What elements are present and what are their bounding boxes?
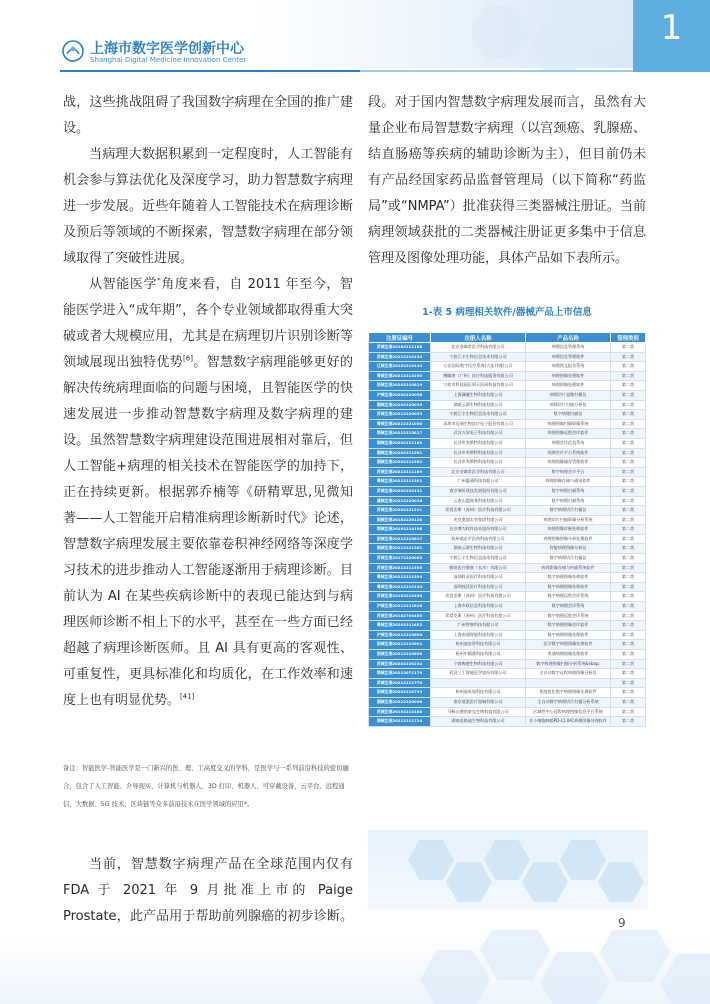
table-cell: 苏械注准20182210450	[369, 592, 431, 602]
table-cell: 全自动数字远程病理图像分析仪	[526, 669, 611, 679]
column-header: 产品名称	[526, 333, 611, 343]
table-cell: 病理图像扫描影像系统	[526, 419, 611, 429]
table-cell: 第二类	[611, 410, 646, 420]
table-cell: 病理图像处理软件	[526, 381, 611, 391]
table-cell: 粤械注准20222221050	[369, 419, 431, 429]
table-cell: 苏械注准20202220234	[369, 659, 431, 669]
table-cell: 上海澜澈生物科技有限公司	[431, 390, 526, 400]
table-cell: 心医国际数字医疗系统(大连)有限公司	[431, 362, 526, 372]
table-cell: 病理影像存储与传输系统软件	[526, 563, 611, 573]
table-cell: 第二类	[611, 438, 646, 448]
table-cell: 数字病理图像处理软件	[526, 630, 611, 640]
table-cell: 粤械注准20212211594	[369, 573, 431, 583]
table-cell: 病理图像处理软件	[526, 371, 611, 381]
column-header: 注册证编号	[369, 333, 431, 343]
table-row	[369, 697, 646, 707]
header-rule-dark	[60, 70, 360, 72]
table-cell: 湖南云源生物科技有限公司	[431, 400, 526, 410]
table-row	[369, 486, 646, 496]
table-cell: 宁波市科技园区明天医网科技有限公司	[431, 381, 526, 391]
table-cell: 浙械注准20212210658	[369, 650, 431, 660]
table-cell: 第二类	[611, 496, 646, 506]
table-cell: 第二类	[611, 650, 646, 660]
table-row	[369, 410, 646, 420]
table-cell: 第二类	[611, 486, 646, 496]
table-cell: 杭州中圆鼎科技有限公司	[431, 650, 526, 660]
table-cell: 北京金域希医学科技有限公司	[431, 343, 526, 353]
table-cell: 病理切片扫描分析仪	[526, 400, 611, 410]
table-cell: 第二类	[611, 448, 646, 458]
table-cell: 苏械注准20212210134	[369, 352, 431, 362]
table-cell: 第二类	[611, 688, 646, 698]
table-cell: 智能病理图像分析仪	[526, 544, 611, 554]
table-row	[369, 458, 646, 468]
table-cell: 病理会诊平台系统软件	[526, 448, 611, 458]
table-cell: 沪械注准20212211828	[369, 602, 431, 612]
table-cell: 希爱克斯（苏州）医疗科技有限公司	[431, 611, 526, 621]
table-body	[369, 343, 646, 727]
table-cell: 区域性中心远程病理图像信息平台系统	[526, 707, 611, 717]
table-cell: 北京金域希医学科技有限公司	[431, 467, 526, 477]
table-cell: 鹰瞳康（广州）医疗科技服务有限公司	[431, 371, 526, 381]
table-cell: 鄂械注准20222213817	[369, 429, 431, 439]
table-cell: 第二类	[611, 477, 646, 487]
table-cell: 第二类	[611, 697, 646, 707]
table-cell: 病理信息管理系统	[526, 343, 611, 353]
table-cell: 苏械注准20182700455	[369, 611, 431, 621]
table-cell: 数字病理会诊系统	[526, 602, 611, 612]
table-cell: 沪械注准20212210604	[369, 630, 431, 640]
citation-marker: [41]	[180, 692, 195, 701]
table-row	[369, 678, 646, 688]
table-cell: 长沙博为软件技术股份有限公司	[431, 525, 526, 535]
table-cell: 粤械注准20202211682	[369, 621, 431, 631]
page-footer	[0, 930, 710, 1004]
paragraph-text: 角度来看，自 2011 年至今，智能医学进入“成年期”，各个专业领域都取得重大突破或者大规模应用，尤其是在病理切片识别诊断等领域展现出独特优势	[63, 277, 353, 370]
table-cell: 广州惠通科技有限公司	[431, 477, 526, 487]
table-cell: 鄂械注准20212071179	[369, 669, 431, 679]
footer-hexagon-decoration	[600, 930, 670, 982]
page-header	[0, 0, 710, 80]
table-row	[369, 352, 646, 362]
table-cell: 苏械注准20202221221	[369, 506, 431, 516]
table-row	[369, 496, 646, 506]
decorative-banner-image	[368, 830, 648, 910]
table-cell: 病理信息管理软件	[526, 352, 611, 362]
table-cell: 湘械注准20202211581	[369, 448, 431, 458]
table-cell: 第二类	[611, 419, 646, 429]
table-cell: 湘械注准20212221361	[369, 544, 431, 554]
table-row	[369, 534, 646, 544]
table-cell: 第二类	[611, 544, 646, 554]
table-cell: 数字病理扫描系统	[526, 496, 611, 506]
chapter-number: 1	[660, 8, 683, 48]
table-row	[369, 621, 646, 631]
table-cell: 第二类	[611, 515, 646, 525]
table-cell: 第二类	[611, 506, 646, 516]
table-row	[369, 669, 646, 679]
table-cell: 上海市政信息科技有限公司	[431, 602, 526, 612]
table-cell: 湘械注准20202220039	[369, 400, 431, 410]
table-cell: 苏械注准20162211188	[369, 343, 431, 353]
table-cell: 第二类	[611, 534, 646, 544]
table-row	[369, 707, 646, 717]
table-row	[369, 477, 646, 487]
table-cell: 苏械注准20212220055	[369, 410, 431, 420]
table-cell: 第二类	[611, 563, 646, 573]
banner-hexagon	[560, 840, 606, 880]
footnote-marker: *	[157, 276, 161, 285]
table-cell: 非小细胞肺癌PD-L1 IHC病理图像处理软件	[526, 717, 611, 727]
table-cell: 希爱克斯（苏州）医疗科技有限公司	[431, 506, 526, 516]
banner-hexagon	[408, 840, 454, 880]
table-cell: 第二类	[611, 582, 646, 592]
table-row	[369, 343, 646, 353]
table-cell: 深圳科亚医疗科技有限公司	[431, 573, 526, 583]
table-cell: 第二类	[611, 621, 646, 631]
table-row	[369, 582, 646, 592]
table-row	[369, 381, 646, 391]
table-cell: 第二类	[611, 458, 646, 468]
table-cell: 闽械注准20182220128	[369, 515, 431, 525]
table-cell: 数字病理图像处理软件	[526, 573, 611, 583]
table-header-row	[369, 333, 646, 343]
table-row	[369, 544, 646, 554]
table-cell: 第二类	[611, 573, 646, 583]
column-header: 注册人名称	[431, 333, 526, 343]
footnote: 备注：智能医学-智能医学是一门新兴的医、理、工高度交叉的学科，是医学与一系列前沿科技的密切融合，包含了人工智能、介导现实、计算机与机器人、3D 打印、机器人、可穿戴设备、云平台、远程通信、大数据、5G 技术、区块链等众多前沿技术在医学领域的应用*。	[63, 765, 349, 808]
table-cell: 数字病理图像会诊软件	[526, 621, 611, 631]
table-row	[369, 525, 646, 535]
organization-name-english: Shanghai Digital Medicine Innovation Center	[90, 56, 247, 64]
table-row	[369, 554, 646, 564]
table-cell: 数字病理会诊平台	[526, 467, 611, 477]
table-cell: 第二类	[611, 640, 646, 650]
footer-hexagon-decoration	[420, 950, 490, 1004]
paragraph: 当前，智慧数字病理产品在全球范围内仅有 FDA 于 2021 年 9 月批准上市的 Paige Prostate，此产品用于帮助前列腺癌的初步诊断。	[63, 857, 353, 924]
table-cell: 数字病理扫描仪	[526, 410, 611, 420]
table-row	[369, 438, 646, 448]
table-cell: 苏械注准20212211555	[369, 563, 431, 573]
table-cell: 第二类	[611, 400, 646, 410]
table-cell: 病理图文报告系统	[526, 362, 611, 372]
table-cell: 希爱克斯（苏州）医疗科技有限公司	[431, 592, 526, 602]
table-cell: 宁波江丰生物信息技术有限公司	[431, 352, 526, 362]
table-cell: 免疫组化数字病理图像处理软件	[526, 688, 611, 698]
table-cell: 普通病理图像处理软件	[526, 650, 611, 660]
paragraph	[63, 272, 353, 714]
table-row	[369, 390, 646, 400]
table-row	[369, 650, 646, 660]
table-row	[369, 362, 646, 372]
table-cell: 第二类	[611, 554, 646, 564]
footer-hexagon-decoration	[660, 954, 710, 1004]
table-cell: 病理切片显微扫描仪	[526, 390, 611, 400]
table-row	[369, 515, 646, 525]
table-row	[369, 563, 646, 573]
table-row	[369, 573, 646, 583]
table-cell: 武汉万屏电子科技有限公司	[431, 429, 526, 439]
table-title: 1-表 5 病理相关软件/器械产品上市信息	[422, 307, 592, 318]
table-cell: 宁波梅德生物科技有限公司	[431, 659, 526, 669]
table-cell: 苏械注准20172220065	[369, 554, 431, 564]
table-row	[369, 717, 646, 727]
table-cell: 第二类	[611, 467, 646, 477]
table-cell: 湖南思路迪生物科技有限公司	[431, 717, 526, 727]
table-row	[369, 371, 646, 381]
table-cell: 南京道派医疗器械有限公司	[431, 697, 526, 707]
table-cell: 数字病理图像扫描分析系统&nbsp;	[526, 659, 611, 669]
table-cell: 第二类	[611, 381, 646, 391]
table-cell: 湘械注准20212211724	[369, 717, 431, 727]
table-row	[369, 400, 646, 410]
table-cell: 病理会诊信息系统	[526, 438, 611, 448]
table-cell: 第二类	[611, 371, 646, 381]
table-cell: 数字病理远程会诊系统	[526, 611, 611, 621]
table-cell: 粤械注准20212210250	[369, 371, 431, 381]
table-cell: 全自动数字病理切片扫描分析系统	[526, 697, 611, 707]
table-cell: 第二类	[611, 678, 646, 688]
table-cell: 云南山盟商务科技有限公司	[431, 496, 526, 506]
table-cell: 第二类	[611, 707, 646, 717]
table-cell: 数字病理远程会诊系统	[526, 592, 611, 602]
table-cell: 宁波江丰生物信息技术有限公司	[431, 410, 526, 420]
table-cell: 数字病理切片扫描仪	[526, 554, 611, 564]
banner-hexagon	[484, 840, 530, 880]
paragraph-text: 从智能医学	[89, 277, 158, 292]
banner-hexagon	[522, 862, 568, 902]
paragraph-text: 。智慧数字病理能够更好的解决传统病理面临的问题与困境，且智能医学的快速发展进一步推动智慧数字病理及数字病理的建设。虽然智慧数字病理建设范围进展相对靠后，但人工智能+病理的相关技术在智能医学的加持下，正在持续更新。根据郭乔楠等《研精覃思,见微知著——人工智能开启精准病理诊断新时代》论述，智慧数字病理发展主要依靠卷积神经网络等深度学习技术的进步推动人工智能逐渐用于病理诊断。目前认为 AI 在某些疾病诊断中的表现已能达到与病理医师诊断不相上下的水平，甚至在一些方面已经超越了病理诊断医师。且 AI 具有更高的客观性、可重复性，更具标准化和均质化，在工作效率和速度上也有明显优势。	[63, 355, 353, 708]
table-cell: 第二类	[611, 717, 646, 727]
table-cell: 第二类	[611, 669, 646, 679]
table-cell: 数字病理扫描系统	[526, 486, 611, 496]
table-cell: 苏械注准20212211189	[369, 467, 431, 477]
paragraph: 当病理大数据积累到一定程度时，人工智能有机会参与算法优化及深度学习，助力智慧数字病理进一步发展。近些年随着人工智能技术在病理诊断及预后等领域的不断探索，智慧数字病理在部分领域取得了突破性进展。	[63, 147, 353, 266]
table-cell: 病理图像储存管理软件	[526, 458, 611, 468]
table-cell	[526, 678, 611, 688]
table-cell: 麦克奥迪实业集团有限公司	[431, 515, 526, 525]
table-cell: 广州智康科技有限公司	[431, 621, 526, 631]
table-row	[369, 429, 646, 439]
table-cell: 第二类	[611, 390, 646, 400]
paragraph: 战，这些挑战阻碍了我国数字病理在全国的推广建设。	[63, 95, 353, 136]
table-cell: 杭州翁必平医药科技有限公司	[431, 534, 526, 544]
table-cell: 长沙市麦斯特科技有限公司	[431, 458, 526, 468]
table-cell: 第二类	[611, 602, 646, 612]
right-column	[368, 90, 646, 272]
table-row	[369, 506, 646, 516]
table-cell: 病理图像存储与通讯软件	[526, 477, 611, 487]
table-row	[369, 419, 646, 429]
table-cell: 苏械注准20202220131	[369, 486, 431, 496]
footer-hexagon-decoration	[480, 930, 550, 980]
table-cell: 滇械注准20212220016	[369, 496, 431, 506]
footer-hexagon-decoration	[540, 952, 610, 1004]
table-cell: 湘械注准20222220098	[369, 697, 431, 707]
table-cell: 第二类	[611, 362, 646, 372]
header-rule-light	[360, 70, 633, 72]
table-row	[369, 688, 646, 698]
table-cell: 第二类	[611, 592, 646, 602]
table-cell: 浙械注准20202210819	[369, 381, 431, 391]
table-cell: 杭州迪安智科技有限公司	[431, 640, 526, 650]
table-cell: 粤械注准20212210134	[369, 582, 431, 592]
table-cell: 深圳市迈瑞生物医疗电子股份有限公司	[431, 419, 526, 429]
table-cell: 深圳视沃医疗科技有限公司	[431, 582, 526, 592]
table-cell: 腾讯医疗健康（长沙）有限公司	[431, 563, 526, 573]
center-logo-icon	[62, 40, 84, 62]
table-cell: 湘械注准20202221189	[369, 438, 431, 448]
table-cell: 湘械注准20202211582	[369, 458, 431, 468]
table-row	[369, 592, 646, 602]
column-header: 管理类别	[611, 333, 646, 343]
left-column	[63, 90, 353, 714]
table-cell: 宁波江丰生物信息技术有限公司	[431, 554, 526, 564]
table-cell: 病理图像图像分析处理软件	[526, 534, 611, 544]
table-cell: 第二类	[611, 525, 646, 535]
table-cell: 病理切片扫描影像分析系统	[526, 515, 611, 525]
table-row	[369, 640, 646, 650]
table-cell: 浙械注准20212210817	[369, 534, 431, 544]
banner-hexagon	[598, 862, 644, 902]
table-cell: 马鞍山德图泰克生物科技有限公司	[431, 707, 526, 717]
table-cell: 沪械注准20202220058	[369, 390, 431, 400]
table-cell: 浙械注准20202210793	[369, 688, 431, 698]
table-row	[369, 602, 646, 612]
organization-name-chinese: 上海市数字医学创新中心	[90, 41, 244, 57]
table-row	[369, 659, 646, 669]
table-cell: 苏械注准20192210188	[369, 707, 431, 717]
table-cell	[431, 678, 526, 688]
table-row	[369, 467, 646, 477]
paragraph: 段。对于国内智慧数字病理发展而言，虽然有大量企业布局智慧数字病理（以宫颈癌、乳腺癌、结直肠癌等疾病的辅助诊断为主），但目前仍未有产品经国家药品监督管理局（以下简称“药监局”或“NMPA”）批准获得三类器械注册证。当前病理领域获批的二类器械注册证更多集中于信息管理及图像处理功能，具体产品如下表所示。	[368, 95, 646, 266]
table-cell: 鄂械注准20192210198	[369, 525, 431, 535]
table-cell: 病理图像远程会诊软件	[526, 429, 611, 439]
table-cell: 第二类	[611, 352, 646, 362]
table-cell: 第二类	[611, 630, 646, 640]
table-cell: 湖南云源生物科技有限公司	[431, 544, 526, 554]
banner-hexagon	[446, 862, 492, 902]
table-row	[369, 611, 646, 621]
table-row	[369, 448, 646, 458]
product-registration-table	[368, 332, 646, 727]
table-cell: 长沙市麦斯特科技有限公司	[431, 438, 526, 448]
table-cell: 辽械注准20152210144	[369, 362, 431, 372]
table-cell: 武汉三丁智能医学股份有限公司	[431, 669, 526, 679]
table-cell: 第二类	[611, 343, 646, 353]
table-cell: 浙械注准20212210691	[369, 640, 431, 650]
table-row	[369, 630, 646, 640]
table-cell: 第二类	[611, 611, 646, 621]
chapter-tab	[633, 0, 710, 72]
table-cell: 数字病理图像处理软件	[526, 582, 611, 592]
table-cell: 病理图像诊断处理软件	[526, 525, 611, 535]
table-cell: 第二类	[611, 659, 646, 669]
table-cell: 医学数字病理图像处理软件	[526, 640, 611, 650]
table-cell: 杭州迪英加科技有限公司	[431, 688, 526, 698]
table-cell: 上海南通智能科技有限公司	[431, 630, 526, 640]
table-cell: 南京瑞忻欣技发展股份有限公司	[431, 486, 526, 496]
table-cell: 长沙市麦斯特科技有限公司	[431, 448, 526, 458]
table-cell: 苏械注准20212211770	[369, 678, 431, 688]
table-cell: 粤械注准20212211301	[369, 477, 431, 487]
page-number: 9	[618, 916, 626, 930]
table-cell: 数字病理切片扫描仪	[526, 506, 611, 516]
citation-marker: [6]	[183, 354, 193, 363]
table-cell: 第二类	[611, 429, 646, 439]
